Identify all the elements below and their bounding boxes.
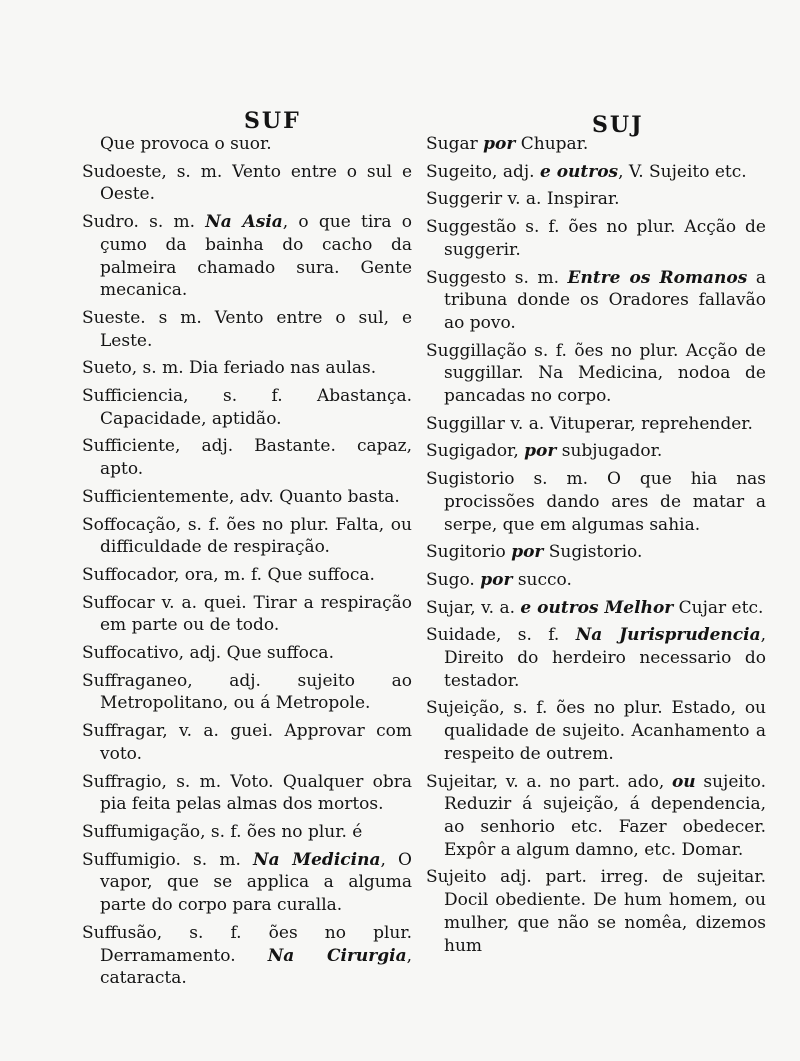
dictionary-entry [426, 569, 766, 592]
entry-headword: Soffocação [82, 514, 176, 535]
entry-headword: Suffumigação [82, 821, 201, 842]
entry-italic-note: Na Medicina [253, 849, 381, 870]
entry-definition: . [469, 569, 481, 590]
entry-definition-cont: sujeito. Reduzir á sujeição, á dependencia, ao senhorio etc. Fazer obedecer. Expôr a algum damno, etc. Domar. [444, 771, 766, 860]
dictionary-entry [82, 720, 412, 765]
dictionary-entry [82, 486, 412, 509]
left-entries-list [82, 133, 412, 995]
dictionary-entry [82, 514, 412, 559]
entry-definition-cont: , o que tira o çumo da bainha do cacho da palmeira chamado sura. Gente mecanica. [100, 212, 412, 301]
entry-italic-note: Na Jurisprudencia [575, 625, 761, 646]
dictionary-entry [426, 597, 766, 620]
entry-definition-cont: a tribuna donde os Oradores fallavão ao povo. [444, 267, 766, 333]
entry-headword: Suffumigio [82, 849, 176, 870]
entry-definition: , s. f. ões no plur. Estado, ou qualidade de sujeito. Acanhamento a respeito de outrem. [444, 698, 766, 764]
entry-definition: , v. a. [470, 597, 521, 618]
entry-italic-note: Entre os Romanos [567, 267, 748, 288]
entry-definition: v. a. Inspirar. [502, 189, 620, 210]
entry-italic-note: por [524, 441, 557, 462]
entry-definition: . s m. Vento entre o sul, e Leste. [100, 307, 412, 351]
entry-headword: Sujeito [426, 867, 487, 888]
entry-headword: Sugistorio [426, 469, 515, 490]
entry-headword: Sujar [426, 597, 471, 618]
entry-headword: Sugo [426, 569, 470, 590]
entry-definition: , adj. sujeito ao Metropolitano, ou á Metropole. [100, 670, 412, 714]
dictionary-entry [82, 592, 412, 637]
entry-definition: , s. f. ões no plur. Derramamento. [100, 922, 412, 966]
entry-definition: , adv. Quanto basta. [229, 486, 400, 507]
dictionary-entry [82, 385, 412, 430]
dictionary-entry [82, 771, 412, 816]
entry-italic-note: e outros [539, 161, 619, 182]
entry-headword: Suffocar [82, 592, 155, 613]
entry-definition: , v. a. guei. Approvar com voto. [100, 721, 412, 764]
entry-definition: , s. m. Vento entre o sul e Oeste. [100, 161, 412, 205]
dictionary-entry [82, 307, 412, 352]
entry-definition: s. m. O que hia nas procissões dando ares de matar a serpe, que em algumas sahia. [444, 469, 766, 535]
entry-headword: Sugar [426, 134, 478, 154]
entry-italic-note: por [480, 569, 513, 590]
entry-headword: Suggillação [426, 340, 527, 361]
dictionary-entry [426, 771, 766, 862]
entry-definition: v. a. Vituperar, reprehender. [504, 413, 753, 434]
dictionary-entry [82, 161, 412, 206]
left-column-header: SUF [244, 108, 301, 134]
dictionary-entry [426, 188, 766, 211]
entry-definition-cont: subjugador. [556, 441, 663, 462]
entry-headword: Sufficiencia [82, 386, 184, 407]
entry-headword: Suffusão [82, 922, 157, 943]
entry-definition: v. a. quei. Tirar a respiração em parte ou de todo. [100, 592, 412, 636]
dictionary-entry [426, 866, 766, 957]
entry-headword: Sugeito [426, 161, 493, 182]
entry-italic-note: Na Cirurgia [267, 945, 407, 966]
right-column-header: SUJ [592, 112, 644, 138]
dictionary-entry [82, 670, 412, 715]
dictionary-entry [82, 642, 412, 665]
entry-headword: Suggesto [426, 267, 507, 288]
dictionary-entry [426, 340, 766, 408]
entry-definition: , adj. Que suffoca. [178, 643, 334, 664]
entry-definition: s. f. ões no plur. Acção de suggillar. Na Medicina, nodoa de pancadas no corpo. [444, 340, 766, 407]
entry-headword: Sufficiente [82, 436, 175, 457]
entry-headword: Sujeitar [426, 771, 493, 792]
entry-definition: , v. a. no part. ado, [492, 771, 672, 792]
entry-headword: Suffragio [82, 771, 162, 792]
entry-definition: , s. m. Dia feriado nas aulas. [131, 358, 377, 379]
entry-headword: Sudoeste [82, 161, 162, 182]
entry-headword: Suffocador [82, 564, 174, 585]
entry-headword: Suggillar [426, 413, 505, 434]
entry-headword: Sugigador [426, 441, 514, 462]
entry-headword: Sueste [82, 307, 141, 328]
dictionary-entry [426, 161, 766, 184]
dictionary-entry [82, 133, 412, 156]
entry-italic-note: Na Asia [205, 212, 283, 233]
entry-definition: , s. m. Voto. Qualquer obra pia feita pelas almas dos mortos. [100, 771, 412, 815]
dictionary-entry [82, 211, 412, 302]
dictionary-entry [426, 697, 766, 765]
entry-headword: Suidade [426, 625, 496, 646]
entry-definition: Que provoca o suor. [100, 134, 272, 154]
entry-definition: . s. m. [175, 849, 254, 870]
entry-definition-cont: , cataracta. [100, 945, 412, 989]
entry-italic-note: por [483, 134, 516, 154]
entry-definition-cont: Cujar etc. [673, 597, 764, 618]
entry-definition: , [513, 441, 525, 462]
right-entries-list [426, 133, 766, 962]
dictionary-entry [426, 541, 766, 564]
entry-definition-cont: Chupar. [515, 134, 589, 154]
entry-definition: . s. m. [133, 212, 206, 233]
entry-headword: Suggerir [426, 189, 503, 210]
entry-definition-cont: , V. Sujeito etc. [618, 161, 747, 182]
entry-definition: , ora, m. f. Que suffoca. [173, 564, 375, 585]
entry-definition: , adj. [492, 161, 540, 182]
dictionary-entry [426, 440, 766, 463]
entry-headword: Sugitorio [426, 542, 506, 563]
dictionary-entry [82, 849, 412, 917]
dictionary-entry [426, 624, 766, 692]
entry-headword: Suffraganeo [82, 670, 188, 691]
entry-headword: Suggestão [426, 217, 517, 238]
dictionary-entry [82, 922, 412, 990]
entry-italic-note: e outros Melhor [520, 597, 674, 618]
entry-definition-cont: succo. [512, 569, 572, 590]
entry-definition: , s. f. Abastança. Capacidade, aptidão. [100, 386, 412, 429]
entry-definition: , s. f. ões no plur. Falta, ou difficuldade de respiração. [100, 514, 412, 558]
entry-italic-note: ou [671, 771, 696, 792]
entry-definition: s. m. [506, 267, 568, 288]
dictionary-entry [426, 468, 766, 536]
entry-definition-cont: Sugistorio. [543, 542, 643, 563]
entry-definition: , adj. Bastante. capaz, apto. [100, 436, 412, 480]
entry-headword: Sueto [82, 358, 132, 379]
entry-definition: adj. part. irreg. de sujeitar. Docil obediente. De hum homem, ou mulher, que não se nomêa, dizemos hum [444, 867, 766, 956]
dictionary-entry [426, 267, 766, 335]
entry-headword: Suffragar [82, 721, 163, 742]
dictionary-entry [426, 216, 766, 261]
entry-definition: s. f. ões no plur. Acção de suggerir. [444, 217, 766, 260]
entry-definition: , s. f. [496, 625, 576, 646]
entry-headword: Sufficientemente [82, 486, 229, 507]
entry-definition: , s. f. ões no plur. é [200, 821, 363, 842]
entry-italic-note: por [511, 542, 544, 563]
entry-headword: Sujeição [426, 698, 500, 719]
dictionary-entry [426, 413, 766, 436]
dictionary-entry [426, 133, 766, 156]
dictionary-entry [82, 564, 412, 587]
entry-headword: Suffocativo [82, 643, 179, 664]
entry-definition-cont: , O vapor, que se applica a alguma parte do corpo para curalla. [100, 849, 412, 916]
entry-definition-cont: , Direito do herdeiro necessario do testador. [444, 625, 766, 691]
entry-headword: Sudro [82, 212, 134, 233]
dictionary-entry [82, 821, 412, 844]
dictionary-entry [82, 357, 412, 380]
dictionary-entry [82, 435, 412, 480]
